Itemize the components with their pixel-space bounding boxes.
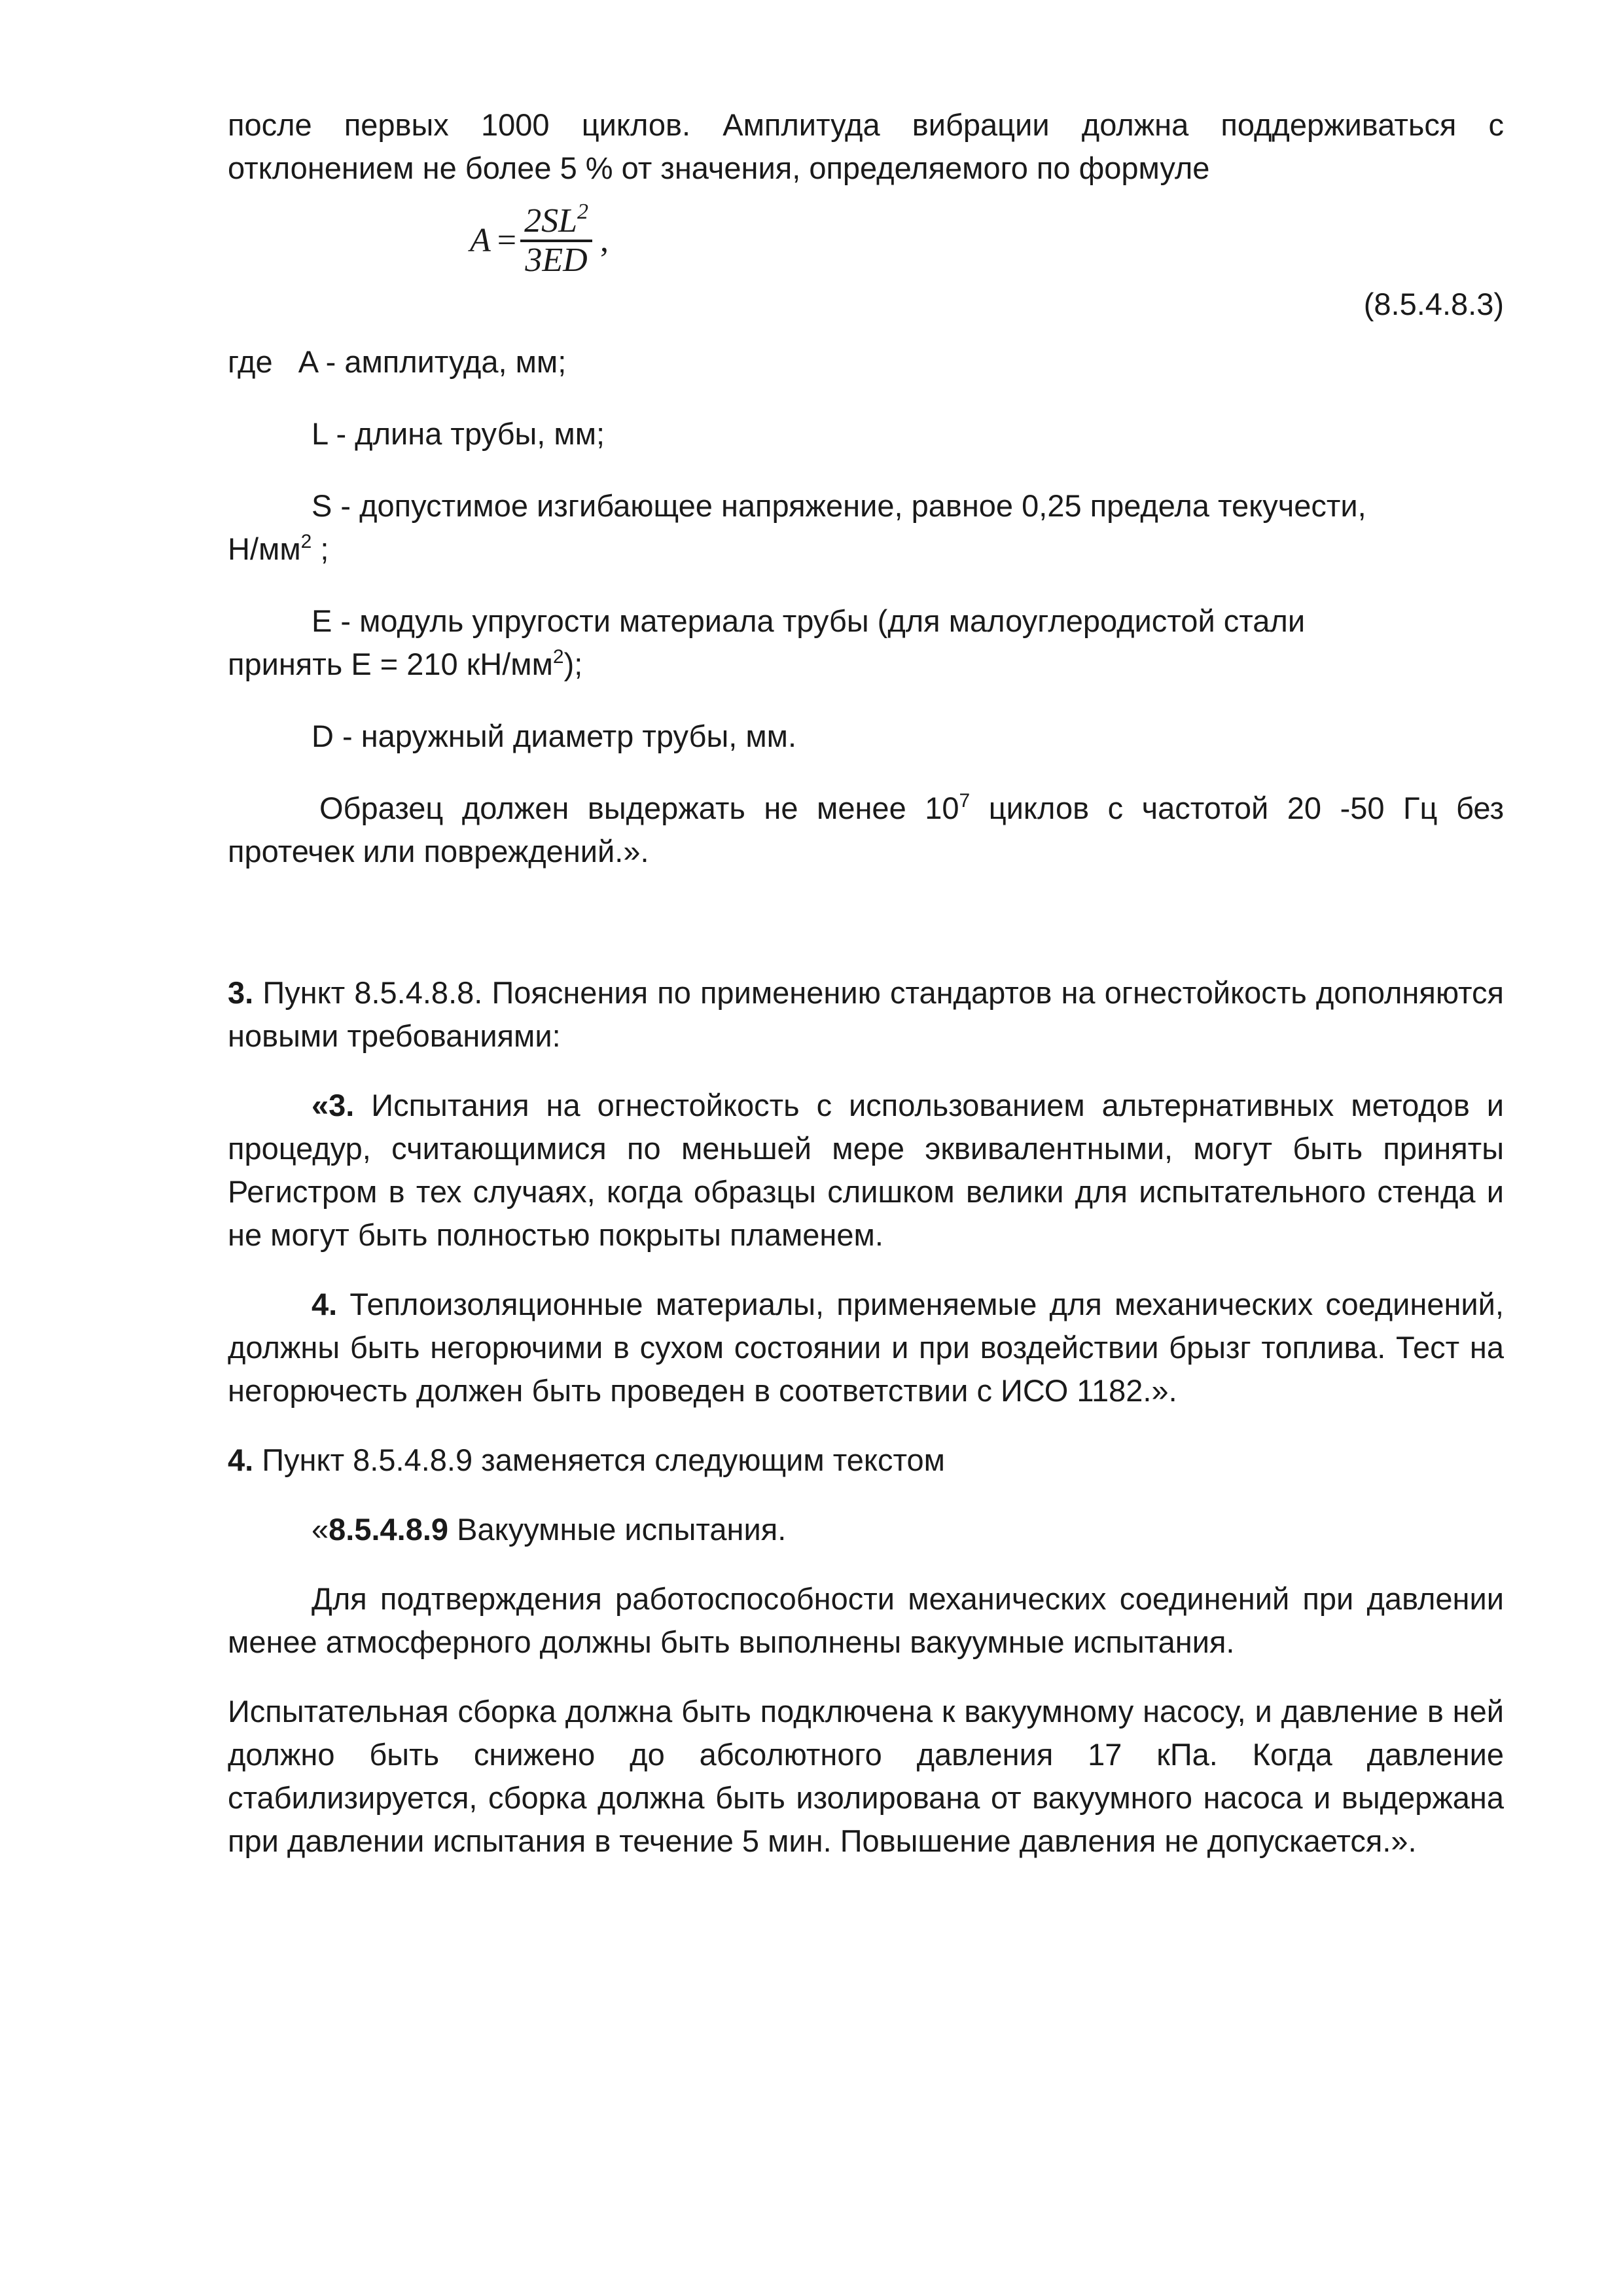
definition-l <box>228 412 1504 456</box>
item-3-sub-4-number: 4. <box>312 1287 338 1321</box>
formula-fraction <box>520 200 592 279</box>
formula-number: (8.5.4.8.3) <box>1363 287 1504 321</box>
item-3-sub-4-text: Теплоизоляционные материалы, применяемые для механических соединений, должны быть негорючими в сухом состоянии и при воздействии брызг топлива. Тест на негорючесть должен быть проведен в соответствии с ИСО 1182.». <box>228 1287 1504 1408</box>
definition-e <box>228 600 1504 686</box>
definition-e-value: принять E = 210 кН/мм <box>228 647 553 681</box>
item-3-sub-3 <box>228 1084 1504 1257</box>
sample-exponent: 7 <box>959 790 971 812</box>
formula-block <box>228 200 1504 340</box>
formula-equals: = <box>497 222 517 259</box>
formula-denominator: 3ED <box>525 242 588 279</box>
formula-lhs: A <box>470 222 491 259</box>
item-4-paragraph-1 <box>228 1577 1504 1664</box>
sample-text-1: Образец должен выдержать не менее 10 <box>319 791 959 825</box>
item-4-paragraph-1-text: Для подтверждения работоспособности механических соединений при давлении менее атмосферного должны быть выполнены вакуумные испытания. <box>228 1581 1504 1659</box>
where-label: где <box>228 344 273 379</box>
item-3-number: 3. <box>228 975 254 1010</box>
definition-s-text: S - допустимое изгибающее напряжение, равное 0,25 предела текучести, <box>312 488 1366 523</box>
intro-paragraph-2 <box>228 147 1504 190</box>
item-4-heading-number: 8.5.4.8.9 <box>329 1512 449 1547</box>
definition-a-text: A - амплитуда, мм; <box>298 344 567 379</box>
item-3-sub-3-number: «3. <box>312 1088 355 1122</box>
intro-paragraph <box>228 103 1504 147</box>
item-4 <box>228 1439 1504 1482</box>
formula-numerator <box>520 200 592 242</box>
item-4-paragraph-2 <box>228 1690 1504 1863</box>
item-4-text: Пункт 8.5.4.8.9 заменяется следующим текстом <box>253 1443 945 1477</box>
item-4-paragraph-2-text: Испытательная сборка должна быть подключена к вакуумному насосу, и давление в ней должно быть снижено до абсолютного давления 17 кПа. Когда давление стабилизируется, сборка должна быть изолирована от вакуумного насоса и выдержана при давлении испытания в течение 5 мин. Повышение давления не допускается.». <box>228 1694 1504 1858</box>
item-4-heading <box>228 1508 1504 1551</box>
amplitude-formula <box>470 200 609 279</box>
intro-line-1: после первых 1000 циклов. Амплитуда вибрации должна поддерживаться с <box>228 107 1504 142</box>
formula-numerator-exponent: 2 <box>577 200 589 224</box>
definition-e-end: ); <box>563 647 583 681</box>
document-page <box>228 103 1504 1863</box>
item-3 <box>228 971 1504 1058</box>
item-4-heading-text: Вакуумные испытания. <box>448 1512 787 1547</box>
definition-d <box>228 715 1504 758</box>
definition-s <box>228 484 1504 571</box>
definition-s-exponent: 2 <box>300 531 312 552</box>
item-4-number: 4. <box>228 1443 254 1477</box>
definition-e-text: E - модуль упругости материала трубы (для малоуглеродистой стали <box>312 603 1306 638</box>
definition-s-end: ; <box>312 531 329 566</box>
definition-e-exponent: 2 <box>552 646 564 668</box>
definition-s-unit: Н/мм <box>228 531 301 566</box>
sample-paragraph <box>228 787 1504 873</box>
item-3-text: Пункт 8.5.4.8.8. Пояснения по применению стандартов на огнестойкость дополняются новыми требованиями: <box>228 975 1504 1053</box>
intro-line-2: отклонением не более 5 % от значения, определяемого по формуле <box>228 151 1210 185</box>
item-3-sub-3-text: Испытания на огнестойкость с использованием альтернативных методов и процедур, считающимися по меньшей мере эквивалентными, могут быть приняты Регистром в тех случаях, когда образцы слишком велики для испытательного стенда и не могут быть полностью покрыты пламенем. <box>228 1088 1504 1252</box>
sample-text-2: циклов с частотой 20 -50 Гц без протечек или повреждений.». <box>228 791 1504 869</box>
definition-l-text: L - длина трубы, мм; <box>312 416 605 451</box>
definition-d-text: D - наружный диаметр трубы, мм. <box>312 719 797 753</box>
item-3-sub-4 <box>228 1283 1504 1412</box>
item-4-heading-quote: « <box>312 1512 329 1547</box>
definition-a <box>228 340 1504 384</box>
formula-comma: , <box>600 222 609 259</box>
formula-numerator-text: 2SL <box>524 202 578 240</box>
